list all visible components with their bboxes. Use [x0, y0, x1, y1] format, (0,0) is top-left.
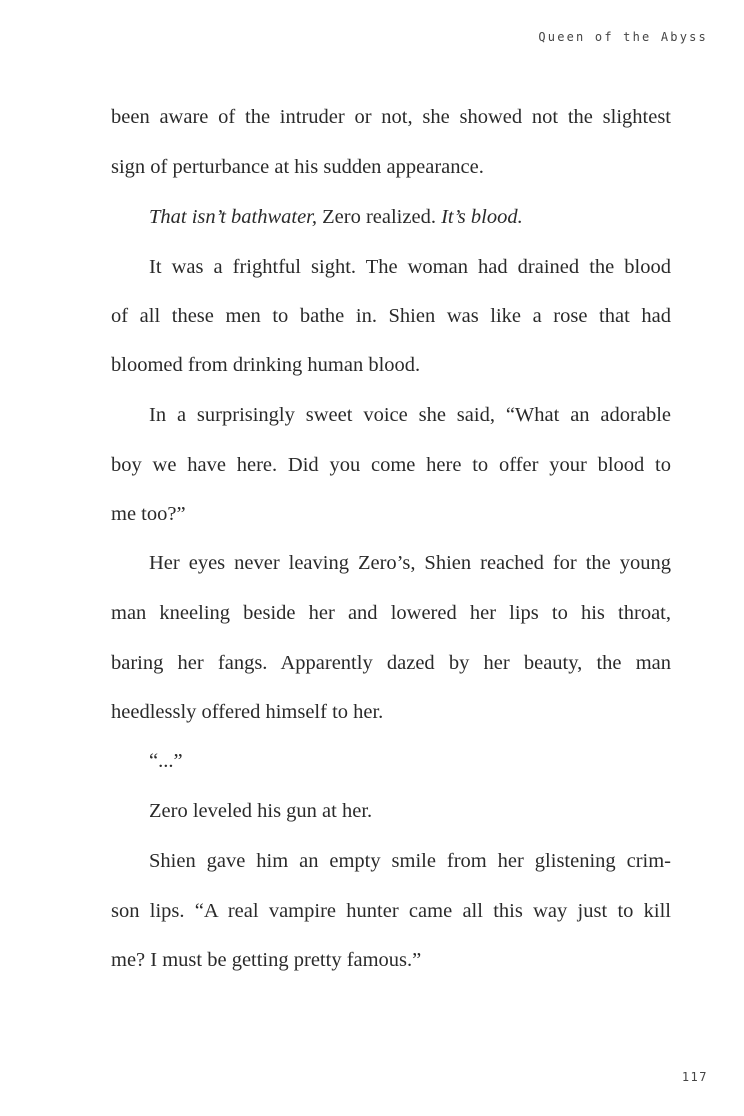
text-line: me? I must be getting pretty famous.” [111, 949, 422, 971]
italic-thought: It’s blood. [441, 206, 523, 228]
text-line: In a surprisingly sweet voice she said, “What an adorable [149, 404, 671, 426]
page-number: 117 [681, 1070, 708, 1084]
running-header-title: Queen of the Abyss [538, 30, 708, 44]
text-line: been aware of the intruder or not, she showed not the slightest [111, 106, 671, 128]
italic-thought: That isn’t bathwater, [149, 206, 318, 228]
text-line: son lips. “A real vampire hunter came all this way just to kill [111, 900, 671, 922]
text-line: of all these men to bathe in. Shien was like a rose that had [111, 305, 671, 327]
text-line: It was a frightful sight. The woman had drained the blood [149, 256, 671, 278]
text-line: man kneeling beside her and lowered her lips to his throat, [111, 602, 671, 624]
text-line: heedlessly offered himself to her. [111, 701, 384, 723]
text-line: boy we have here. Did you come here to offer your blood to [111, 454, 671, 476]
text-line: baring her fangs. Apparently dazed by her beauty, the man [111, 652, 671, 674]
text-line: Zero leveled his gun at her. [149, 800, 373, 822]
text-line: sign of perturbance at his sudden appearance. [111, 156, 484, 178]
text-line: me too?” [111, 503, 186, 525]
text-line: Her eyes never leaving Zero’s, Shien reached for the young [149, 552, 671, 574]
text-span: Zero realized. [317, 206, 442, 228]
text-line: “...” [149, 750, 183, 772]
text-line: Shien gave him an empty smile from her glistening crim- [149, 850, 671, 872]
text-line [149, 202, 523, 232]
text-line: bloomed from drinking human blood. [111, 354, 421, 376]
